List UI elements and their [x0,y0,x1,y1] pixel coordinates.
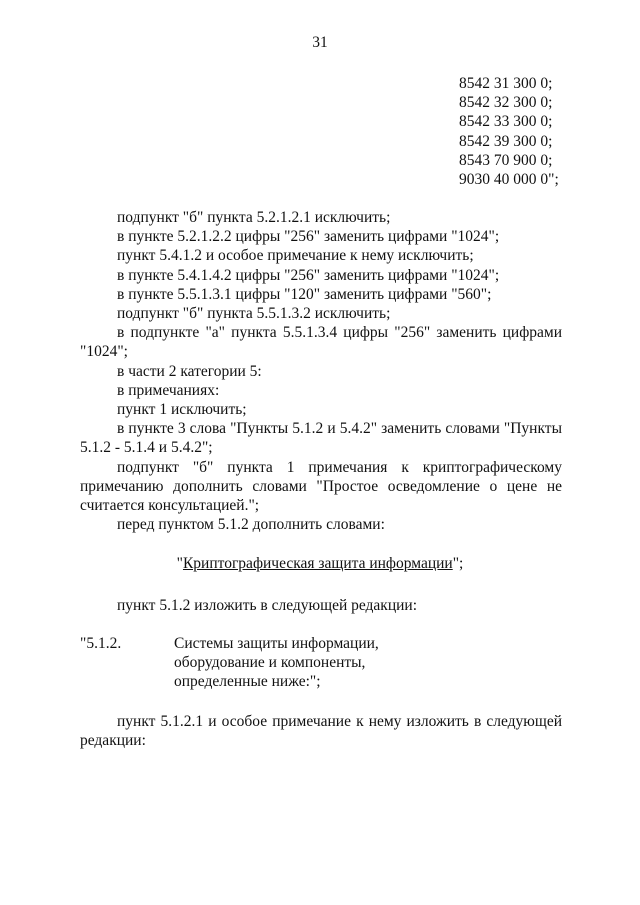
paragraph: в пункте 5.4.1.4.2 цифры "256" заменить цифрами "1024"; [117,266,500,284]
code-line: 8542 31 300 0; [459,75,553,92]
paragraph: в пункте 3 слова "Пункты 5.1.2 и 5.4.2" заменить словами "Пункты 5.1.2 - 5.1.4 и 5.4.2"; [80,420,562,457]
paragraph: подпункт "б" пункта 1 примечания к криптографическому примечанию дополнить словами "Простое осведомление о цене не считается консультацией."; [80,458,562,515]
paragraph: перед пунктом 5.1.2 дополнить словами: [117,516,385,534]
paragraph: в подпункте "а" пункта 5.5.1.3.4 цифры "256" заменить цифрами "1024"; [80,324,562,361]
item-number: "5.1.2. [80,635,122,652]
amendments-block [80,208,562,534]
paragraph: пункт 1 исключить; [117,401,247,419]
instruction-512: пункт 5.1.2 изложить в следующей редакции: [117,597,418,614]
item-text [174,634,379,692]
paragraph: пункт 5.4.1.2 и особое примечание к нему исключить; [117,247,474,265]
paragraph: подпункт "б" пункта 5.5.1.3.2 исключить; [117,305,391,323]
paragraph: в части 2 категории 5: [117,362,262,380]
code-line: 9030 40 000 0"; [459,171,559,189]
item-line: Системы защиты информации, [174,635,379,652]
section-heading [0,555,640,573]
heading-text: Криптографическая защита информации [182,555,453,572]
code-line: 8542 32 300 0; [459,94,553,112]
paragraph: в пункте 5.5.1.3.1 цифры "120" заменить цифрами "560"; [117,285,492,303]
code-line: 8543 70 900 0; [459,151,553,169]
paragraph: подпункт "б" пункта 5.2.1.2.1 исключить; [117,209,391,226]
code-line: 8542 39 300 0; [459,132,553,150]
item-line: оборудование и компоненты, [174,654,366,672]
heading-open-quote: " [176,555,183,572]
code-list [459,74,559,189]
paragraph: в пункте 5.2.1.2.2 цифры "256" заменить цифрами "1024"; [117,228,500,246]
page-number: 31 [312,34,328,51]
code-line: 8542 33 300 0; [459,113,553,131]
item-line: определенные ниже:"; [174,673,321,691]
heading-close: "; [452,555,464,572]
paragraph: в примечаниях: [117,381,220,399]
paragraph: пункт 5.1.2.1 и особое примечание к нему изложить в следующей редакции: [80,713,562,750]
final-block [80,712,562,750]
